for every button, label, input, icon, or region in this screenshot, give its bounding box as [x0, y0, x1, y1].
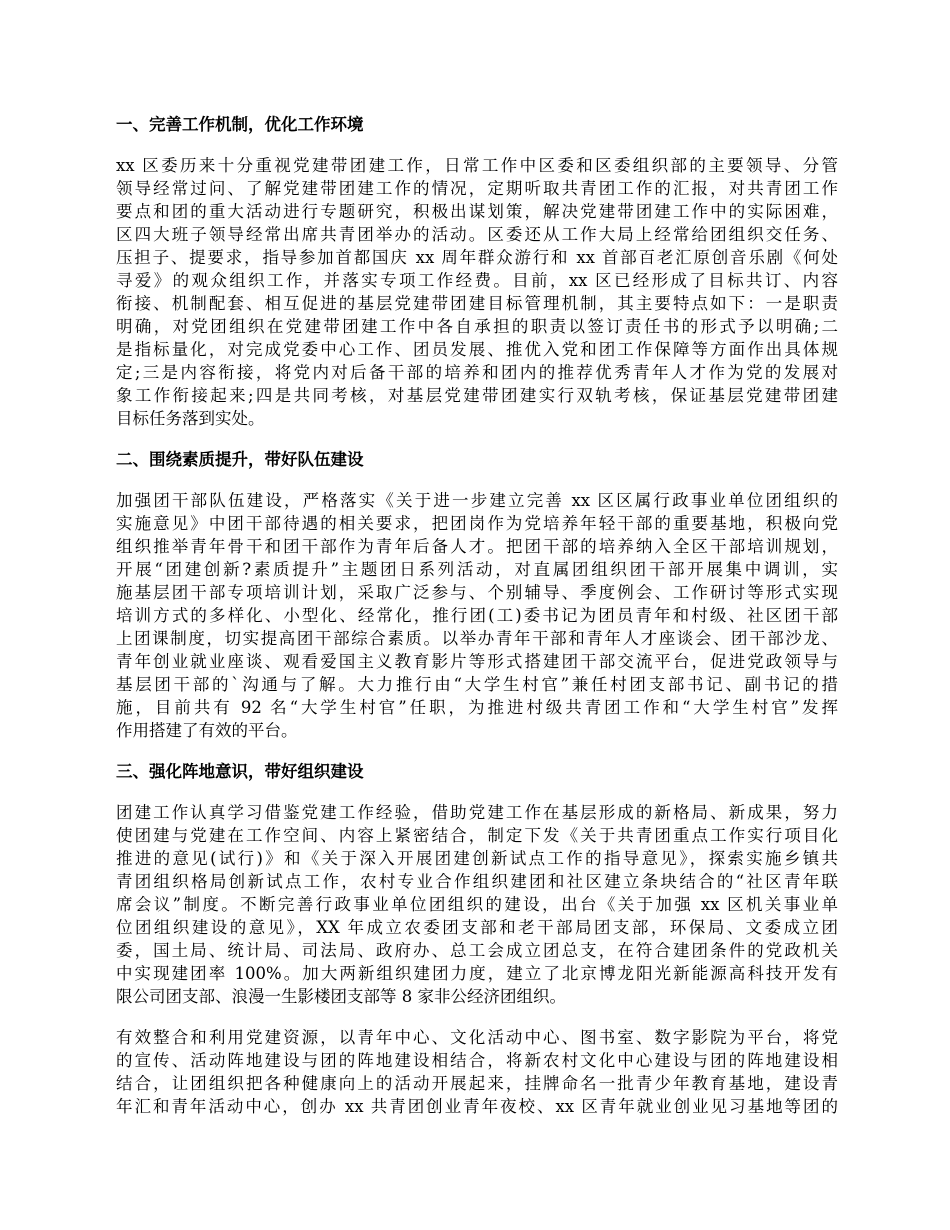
text-line: 推进的意见(试行)》和《关于深入开展团建创新试点工作的指导意见》，探索实施乡镇共: [116, 849, 838, 868]
text-line: 寻爱》的观众组织工作，并落实专项工作经费。目前，xx 区已经形成了目标共订、内容: [116, 271, 838, 290]
section-1-heading: 一、完善工作机制，优化工作环境: [116, 115, 364, 134]
text-line: 委，国土局、统计局、司法局、政府办、总工会成立团总支，在符合建团条件的党政机关: [116, 941, 838, 960]
text-line: 目标任务落到实处。: [116, 409, 265, 428]
text-line: 明确，对党团组织在党建带团建工作中各自承担的职责以签订责任书的形式予以明确;二: [116, 317, 838, 336]
text-line: 加强团干部队伍建设，严格落实《关于进一步建立完善 xx 区区属行政事业单位团组织的: [116, 491, 838, 510]
text-line: 要点和团的重大活动进行专题研究，积极出谋划策，解决党建带团建工作中的实际困难，: [116, 202, 838, 221]
text-line: 有效整合和利用党建资源，以青年中心、文化活动中心、图书室、数字影院为平台，将党: [116, 1028, 838, 1047]
text-line: 基层团干部的`沟通与了解。大力推行由“大学生村官”兼任村团支部书记、副书记的措: [116, 675, 838, 694]
text-line: 的宣传、活动阵地建设与团的阵地建设相结合，将新农村文化中心建设与团的阵地建设相: [116, 1051, 838, 1070]
text-line: 是指标量化，对完成党委中心工作、团员发展、推优入党和团工作保障等方面作出具体规: [116, 340, 838, 359]
section-3-paragraph-2: [116, 1026, 838, 1118]
section-3-paragraph-1: [116, 801, 838, 1008]
text-line: 培训方式的多样化、小型化、经常化，推行团(工)委书记为团员青年和村级、社区团干部: [116, 606, 838, 625]
text-line: 限公司团支部、浪漫一生影楼团支部等 8 家非公经济团组织。: [116, 987, 566, 1006]
text-line: 上团课制度，切实提高团干部综合素质。以举办青年干部和青年人才座谈会、团干部沙龙、: [116, 629, 838, 648]
document-page: [116, 113, 838, 1136]
text-line: 中实现建团率 100%。加大两新组织建团力度，建立了北京博龙阳光新能源高科技开发有: [116, 964, 838, 983]
text-line: 施基层团干部专项培训计划，采取广泛参与、个别辅导、季度例会、工作研讨等形式实现: [116, 583, 838, 602]
text-line: 席会议”制度。不断完善行政事业单位团组织的建设，出台《关于加强 xx 区机关事业单: [116, 895, 838, 914]
text-line: 实施意见》中团干部待遇的相关要求，把团岗作为党培养年轻干部的重要基地，积极向党: [116, 514, 838, 533]
text-line: 作用搭建了有效的平台。: [116, 721, 298, 740]
text-line: xx 区委历来十分重视党建带团建工作，日常工作中区委和区委组织部的主要领导、分管: [116, 156, 838, 175]
text-line: 使团建与党建在工作空间、内容上紧密结合，制定下发《关于共青团重点工作实行项目化: [116, 826, 838, 845]
text-line: 衔接、机制配套、相互促进的基层党建带团建目标管理机制，其主要特点如下：一是职责: [116, 294, 838, 313]
section-1-paragraph-1: [116, 154, 838, 430]
section-3-heading: 三、强化阵地意识，带好组织建设: [116, 762, 364, 781]
text-line: 定;三是内容衔接，将党内对后备干部的培养和团内的推荐优秀青年人才作为党的发展对: [116, 363, 838, 382]
text-line: 开展“团建创新?素质提升”主题团日系列活动，对直属团组织团干部开展集中调训，实: [116, 560, 838, 579]
text-line: 团建工作认真学习借鉴党建工作经验，借助党建工作在基层形成的新格局、新成果，努力: [116, 803, 838, 822]
text-line: 区四大班子领导经常出席共青团举办的活动。区委还从工作大局上经常给团组织交任务、: [116, 225, 838, 244]
text-line: 压担子、提要求，指导参加首都国庆 xx 周年群众游行和 xx 首部百老汇原创音乐剧《何处: [116, 248, 838, 267]
section-2-paragraph-1: [116, 489, 838, 742]
section-2-heading: 二、围绕素质提升，带好队伍建设: [116, 450, 364, 469]
text-line: 象工作衔接起来;四是共同考核，对基层党建带团建实行双轨考核，保证基层党建带团建: [116, 386, 838, 405]
text-line: 位团组织建设的意见》，XX 年成立农委团支部和老干部局团支部，环保局、文委成立团: [116, 918, 838, 937]
text-line: 青团组织格局创新试点工作，农村专业合作组织建团和社区建立条块结合的“社区青年联: [116, 872, 838, 891]
text-line: 结合，让团组织把各种健康向上的活动开展起来，挂牌命名一批青少年教育基地，建设青: [116, 1074, 838, 1093]
text-line: 领导经常过问、了解党建带团建工作的情况，定期听取共青团工作的汇报，对共青团工作: [116, 179, 838, 198]
text-line: 青年创业就业座谈、观看爱国主义教育影片等形式搭建团干部交流平台，促进党政领导与: [116, 652, 838, 671]
text-line: 施，目前共有 92 名“大学生村官”任职，为推进村级共青团工作和“大学生村官”发挥: [116, 698, 838, 717]
text-line: 组织推举青年骨干和团干部作为青年后备人才。把团干部的培养纳入全区干部培训规划，: [116, 537, 838, 556]
text-line: 年汇和青年活动中心，创办 xx 共青团创业青年夜校、xx 区青年就业创业见习基地等团的: [116, 1097, 838, 1116]
